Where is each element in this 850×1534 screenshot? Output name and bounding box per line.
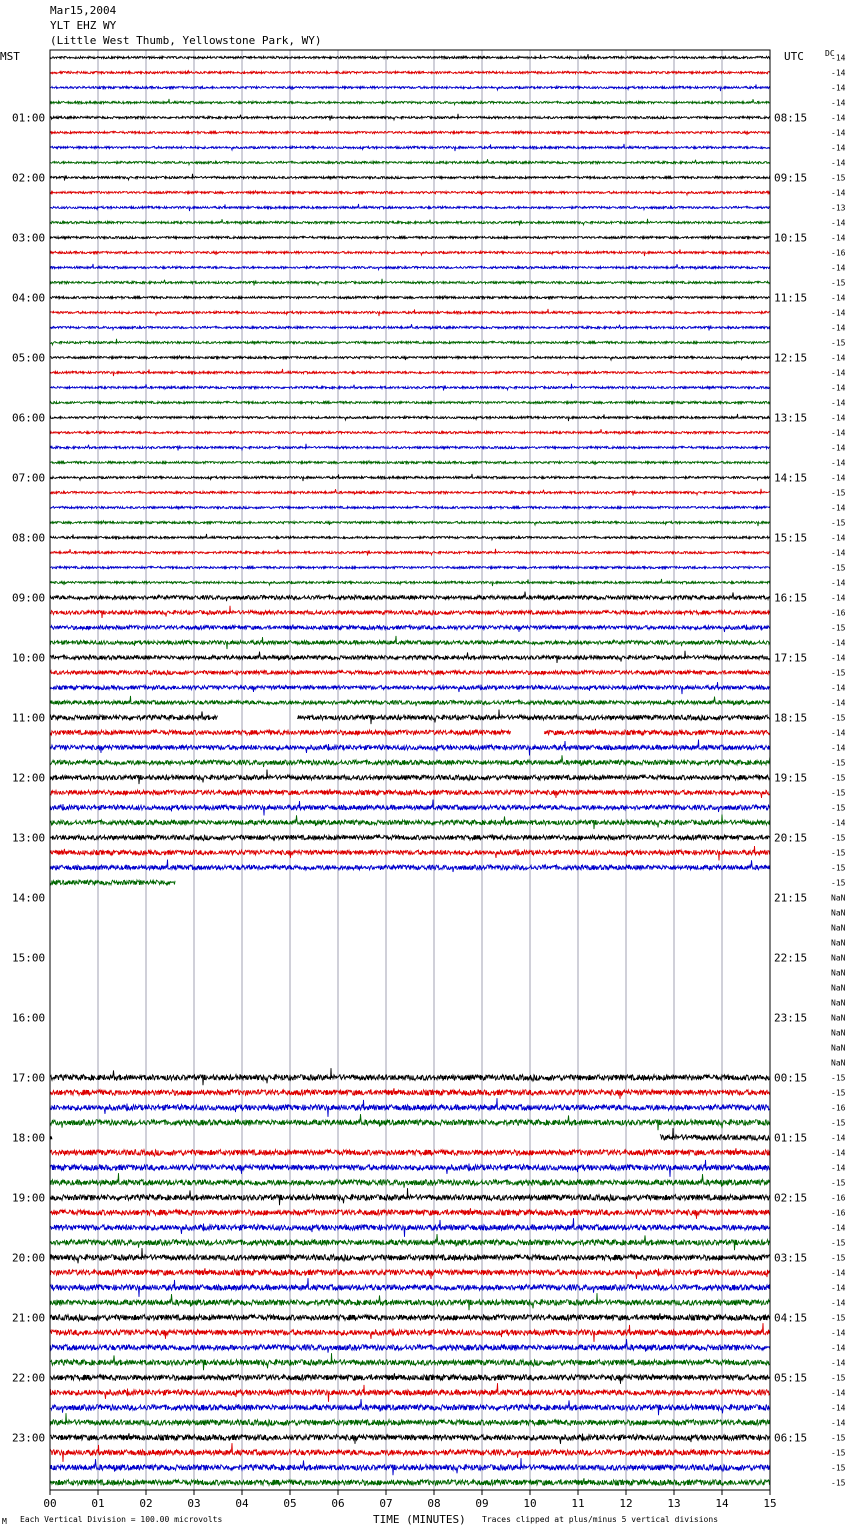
utc-hour-label: 13:15 <box>774 411 808 425</box>
dc-offset-label: -15 <box>831 1178 846 1188</box>
dc-offset-label: NaN <box>831 923 846 933</box>
dc-offset-label: -14 <box>831 443 846 453</box>
seismic-trace-row <box>50 1068 770 1085</box>
seismic-trace-row <box>50 54 770 59</box>
seismic-trace-row <box>50 1278 770 1297</box>
x-tick-label: 01 <box>91 1497 105 1510</box>
mst-hour-label: 15:00 <box>12 951 46 965</box>
seismic-trace-row <box>50 592 770 602</box>
utc-hour-label: 03:15 <box>774 1251 808 1265</box>
mst-hour-label: 20:00 <box>12 1251 46 1265</box>
x-tick-label: 14 <box>715 1497 729 1510</box>
seismic-trace-row <box>50 1313 770 1321</box>
seismic-trace-row <box>50 401 770 404</box>
dc-offset-label: -16 <box>831 1193 846 1203</box>
x-tick-label: 15 <box>763 1497 777 1510</box>
mst-hour-label: 08:00 <box>12 531 46 545</box>
dc-offset-label: -15 <box>831 1238 846 1248</box>
dc-offset-label: -14 <box>831 533 846 543</box>
mst-hour-label: 23:00 <box>12 1431 46 1445</box>
dc-offset-label: -14 <box>831 593 846 603</box>
seismic-trace-row <box>50 1188 770 1205</box>
seismic-trace-row <box>50 1160 770 1177</box>
seismic-trace-row <box>50 219 770 226</box>
utc-hour-label: 17:15 <box>774 651 808 665</box>
dc-offset-label: -16 <box>831 1103 846 1113</box>
dc-offset-label: -14 <box>831 503 846 513</box>
mst-hour-label: 18:00 <box>12 1131 46 1145</box>
dc-offset-label: -14 <box>831 1148 846 1158</box>
seismic-trace-row <box>50 309 770 316</box>
dc-offset-label: -14 <box>831 413 846 423</box>
x-tick-label: 07 <box>379 1497 393 1510</box>
seismic-trace-row <box>50 1339 770 1353</box>
seismic-trace-row <box>50 204 770 211</box>
seismic-trace-row <box>50 1114 770 1130</box>
dc-offset-label: NaN <box>831 1058 846 1068</box>
mst-hour-label: 01:00 <box>12 111 46 125</box>
dc-offset-label: -14 <box>831 53 846 63</box>
seismic-trace-row <box>50 1373 770 1384</box>
mst-hour-label: 19:00 <box>12 1191 46 1205</box>
x-tick-label: 08 <box>427 1497 441 1510</box>
seismic-trace-row <box>50 534 770 540</box>
dc-offset-label: -14 <box>831 818 846 828</box>
dc-offset-label: NaN <box>831 1043 846 1053</box>
x-tick-label: 04 <box>235 1497 249 1510</box>
seismic-trace-row <box>50 1248 770 1263</box>
dc-offset-label: -15 <box>831 623 846 633</box>
location-label: (Little West Thumb, Yellowstone Park, WY) <box>50 34 322 47</box>
utc-hour-label: 19:15 <box>774 771 808 785</box>
dc-offset-label: -15 <box>831 668 846 678</box>
mst-hour-label: 14:00 <box>12 891 46 905</box>
dc-offset-label: -16 <box>831 248 846 258</box>
dc-offset-label: -14 <box>831 233 846 243</box>
dc-offset-label: -14 <box>831 188 846 198</box>
dc-offset-label: -14 <box>831 263 846 273</box>
seismic-trace-row <box>50 1443 770 1462</box>
utc-hour-label: 12:15 <box>774 351 808 365</box>
seismic-trace-row <box>50 1433 770 1444</box>
seismic-trace-row <box>50 1234 770 1250</box>
seismic-trace-row <box>50 429 770 434</box>
seismic-trace-row <box>50 1413 770 1426</box>
utc-hour-label: 18:15 <box>774 711 808 725</box>
utc-hour-label: 05:15 <box>774 1371 808 1385</box>
seismic-trace-row <box>50 339 770 345</box>
dc-offset-label: -15 <box>831 563 846 573</box>
dc-offset-label: -15 <box>831 863 846 873</box>
dc-offset-label: -15 <box>831 1433 846 1443</box>
seismic-trace-row <box>50 71 770 74</box>
dc-offset-label: -15 <box>831 338 846 348</box>
seismic-trace-row <box>50 1268 770 1279</box>
seismic-trace-row <box>50 1173 770 1188</box>
seismic-trace-row <box>50 549 770 556</box>
dc-offset-label: -15 <box>831 758 846 768</box>
dc-offset-label: -14 <box>831 638 846 648</box>
mst-hour-label: 13:00 <box>12 831 46 845</box>
seismic-trace-row <box>50 474 770 481</box>
dc-offset-label: -14 <box>831 383 846 393</box>
seismic-trace-row <box>50 250 770 257</box>
seismic-trace-row <box>50 1098 770 1117</box>
dc-offset-label: -14 <box>831 128 846 138</box>
dc-offset-label: -14 <box>831 1163 846 1173</box>
mst-hour-label: 11:00 <box>12 711 46 725</box>
seismic-trace-row <box>50 1128 770 1140</box>
mst-hour-label: 22:00 <box>12 1371 46 1385</box>
seismic-trace-row <box>50 1218 770 1237</box>
dc-offset-label: -14 <box>831 1133 846 1143</box>
utc-hour-label: 22:15 <box>774 951 808 965</box>
dc-offset-label: -14 <box>831 1418 846 1428</box>
dc-offset-label: -14 <box>831 368 846 378</box>
utc-hour-label: 00:15 <box>774 1071 808 1085</box>
seismic-trace-row <box>50 1478 770 1485</box>
seismic-trace-row <box>50 356 770 360</box>
dc-offset-label: -15 <box>831 1088 846 1098</box>
dc-offset-label: -14 <box>831 1358 846 1368</box>
mst-hour-label: 05:00 <box>12 351 46 365</box>
seismic-trace-row <box>50 651 770 663</box>
dc-offset-label: -15 <box>831 788 846 798</box>
dc-offset-label: -14 <box>831 1328 846 1338</box>
utc-hour-label: 04:15 <box>774 1311 808 1325</box>
chart-traces <box>50 54 770 1485</box>
dc-offset-label: -14 <box>831 113 846 123</box>
utc-hour-label: 14:15 <box>774 471 808 485</box>
utc-hour-label: 02:15 <box>774 1191 808 1205</box>
dc-offset-label: -14 <box>831 473 846 483</box>
utc-hour-label: 01:15 <box>774 1131 808 1145</box>
dc-offset-label: -15 <box>831 488 846 498</box>
dc-offset-label: NaN <box>831 953 846 963</box>
x-tick-label: 02 <box>139 1497 153 1510</box>
dc-offset-label: NaN <box>831 938 846 948</box>
utc-label: UTC <box>784 50 804 63</box>
dc-offset-label: -16 <box>831 608 846 618</box>
dc-offset-label: -15 <box>831 878 846 888</box>
dc-offset-label: -14 <box>831 1283 846 1293</box>
dc-offset-label: -14 <box>831 1343 846 1353</box>
dc-offset-label: -15 <box>831 1478 846 1488</box>
seismic-trace-row <box>50 296 770 300</box>
mst-hour-label: 09:00 <box>12 591 46 605</box>
seismic-trace-row <box>50 114 770 121</box>
seismic-trace-row <box>50 579 770 586</box>
seismic-trace-row <box>50 606 770 618</box>
dc-offset-label: -14 <box>831 1403 846 1413</box>
dc-offset-label: NaN <box>831 1013 846 1023</box>
dc-offset-label: -15 <box>831 1448 846 1458</box>
dc-offset-label: -14 <box>831 308 846 318</box>
seismic-trace-row <box>50 1353 770 1370</box>
x-tick-label: 13 <box>667 1497 681 1510</box>
utc-hour-label: 09:15 <box>774 171 808 185</box>
seismic-trace-row <box>50 1323 770 1342</box>
mst-hour-label: 12:00 <box>12 771 46 785</box>
dc-offset-label: -14 <box>831 1268 846 1278</box>
dc-offset-label: -14 <box>831 428 846 438</box>
dc-offset-label: -14 <box>831 743 846 753</box>
seismic-trace-row <box>50 384 770 391</box>
x-tick-label: 03 <box>187 1497 201 1510</box>
seismic-trace-row <box>50 755 770 767</box>
seismic-trace-row <box>50 236 770 239</box>
dc-offset-label: -15 <box>831 848 846 858</box>
dc-offset-label: -14 <box>831 1223 846 1233</box>
dc-offset-label: -14 <box>831 578 846 588</box>
seismic-trace-row <box>50 1399 770 1415</box>
dc-offset-label: -15 <box>831 518 846 528</box>
seismic-trace-row <box>50 85 770 92</box>
dc-offset-label: -15 <box>831 1118 846 1128</box>
dc-offset-label: -14 <box>831 728 846 738</box>
dc-offset-label: -14 <box>831 218 846 228</box>
utc-hour-label: 21:15 <box>774 891 808 905</box>
date-label: Mar15,2004 <box>50 4 117 17</box>
seismic-trace-row <box>50 682 770 694</box>
mst-hour-label: 17:00 <box>12 1071 46 1085</box>
seismic-trace-row <box>50 131 770 135</box>
seismic-trace-row <box>50 696 770 706</box>
seismic-trace-row <box>50 815 770 830</box>
seismic-trace-row <box>50 414 770 421</box>
seismic-trace-row <box>50 846 770 861</box>
x-axis-title: TIME (MINUTES) <box>373 1513 466 1526</box>
seismic-trace-row <box>50 729 770 735</box>
seismic-trace-row <box>50 770 770 785</box>
dc-offset-label: -14 <box>831 98 846 108</box>
mst-hour-label: 04:00 <box>12 291 46 305</box>
x-tick-label: 10 <box>523 1497 537 1510</box>
seismic-trace-row <box>50 800 770 816</box>
seismic-trace-row <box>50 159 770 164</box>
seismic-trace-row <box>50 636 770 649</box>
seismic-trace-row <box>50 1208 770 1219</box>
seismic-trace-row <box>50 324 770 330</box>
seismic-trace-row <box>50 444 770 451</box>
scale-note: Each Vertical Division = 100.00 microvolts <box>20 1515 223 1524</box>
dc-offset-label: -14 <box>831 548 846 558</box>
dc-offset-label: -15 <box>831 713 846 723</box>
mst-hour-label: 16:00 <box>12 1011 46 1025</box>
dc-offset-label: -15 <box>831 803 846 813</box>
utc-hour-label: 06:15 <box>774 1431 808 1445</box>
dc-offset-label: -15 <box>831 1073 846 1083</box>
utc-hour-label: 11:15 <box>774 291 808 305</box>
seismic-trace-row <box>50 789 770 798</box>
x-tick-label: 05 <box>283 1497 297 1510</box>
utc-hour-label: 23:15 <box>774 1011 808 1025</box>
seismic-trace-row <box>50 670 770 676</box>
seismic-trace-row <box>50 174 770 181</box>
dc-offset-label: -14 <box>831 1388 846 1398</box>
dc-offset-label: NaN <box>831 1028 846 1038</box>
seismic-trace-row <box>50 99 770 105</box>
seismic-trace-row <box>50 1383 770 1402</box>
dc-offset-label: -14 <box>831 143 846 153</box>
seismic-trace-row <box>50 740 770 756</box>
dc-offset-label: -14 <box>831 653 846 663</box>
dc-offset-label: -14 <box>831 353 846 363</box>
dc-offset-label: -15 <box>831 833 846 843</box>
mst-hour-label: 03:00 <box>12 231 46 245</box>
dc-offset-label: -15 <box>831 773 846 783</box>
utc-hour-label: 16:15 <box>774 591 808 605</box>
dc-offset-label: -13 <box>831 203 846 213</box>
utc-hour-label: 20:15 <box>774 831 808 845</box>
seismic-trace-row <box>50 1293 770 1310</box>
dc-offset-label: NaN <box>831 968 846 978</box>
mst-hour-label: 10:00 <box>12 651 46 665</box>
seismic-trace-row <box>50 264 770 270</box>
clip-note: Traces clipped at plus/minus 5 vertical divisions <box>482 1515 719 1524</box>
x-tick-label: 12 <box>619 1497 633 1510</box>
dc-offset-label: NaN <box>831 998 846 1008</box>
dc-offset-label: NaN <box>831 983 846 993</box>
seismic-trace-row <box>50 880 175 886</box>
chart-labels <box>12 54 846 1511</box>
seismic-trace-row <box>50 1148 770 1156</box>
utc-hour-label: 15:15 <box>774 531 808 545</box>
x-tick-label: 00 <box>43 1497 57 1510</box>
seismic-trace-row <box>50 144 770 151</box>
dc-offset-label: -15 <box>831 1463 846 1473</box>
utc-hour-label: 08:15 <box>774 111 808 125</box>
dc-offset-label: -14 <box>831 293 846 303</box>
dc-offset-label: -14 <box>831 458 846 468</box>
seismic-trace-row <box>50 506 770 509</box>
dc-offset-label: -15 <box>831 1313 846 1323</box>
x-tick-label: 06 <box>331 1497 345 1510</box>
x-tick-label: 09 <box>475 1497 489 1510</box>
seismic-trace-row <box>50 1088 770 1099</box>
seismic-trace-row <box>50 625 770 633</box>
seismic-trace-row <box>50 461 770 465</box>
dc-label: DC <box>825 49 835 58</box>
seismic-trace-row <box>50 521 770 526</box>
dc-offset-label: -14 <box>831 83 846 93</box>
utc-hour-label: 10:15 <box>774 231 808 245</box>
seismic-trace-row <box>50 835 770 841</box>
corner-mark: M <box>2 1517 7 1526</box>
seismic-trace-row <box>50 369 770 376</box>
seismic-trace-row <box>50 1458 770 1475</box>
dc-offset-label: -14 <box>831 683 846 693</box>
dc-offset-label: -15 <box>831 173 846 183</box>
seismic-trace-row <box>50 489 770 496</box>
x-tick-label: 11 <box>571 1497 585 1510</box>
seismic-trace-row <box>50 191 770 195</box>
mst-hour-label: 21:00 <box>12 1311 46 1325</box>
station-label: YLT EHZ WY <box>50 19 117 32</box>
dc-offset-label: -15 <box>831 1373 846 1383</box>
dc-offset-label: -15 <box>831 1253 846 1263</box>
dc-offset-label: NaN <box>831 893 846 903</box>
dc-offset-label: -14 <box>831 398 846 408</box>
mst-hour-label: 02:00 <box>12 171 46 185</box>
dc-offset-label: -14 <box>831 1298 846 1308</box>
seismic-trace-row <box>50 710 770 725</box>
mst-hour-label: 06:00 <box>12 411 46 425</box>
dc-offset-label: NaN <box>831 908 846 918</box>
dc-offset-label: -14 <box>831 698 846 708</box>
dc-offset-label: -15 <box>831 278 846 288</box>
seismic-trace-row <box>50 279 770 286</box>
dc-offset-label: -16 <box>831 1208 846 1218</box>
seismic-trace-row <box>50 860 770 873</box>
dc-offset-label: -14 <box>831 68 846 78</box>
mst-label: MST <box>0 50 20 63</box>
seismic-trace-row <box>50 566 770 569</box>
dc-offset-label: -14 <box>831 158 846 168</box>
mst-hour-label: 07:00 <box>12 471 46 485</box>
dc-offset-label: -14 <box>831 323 846 333</box>
